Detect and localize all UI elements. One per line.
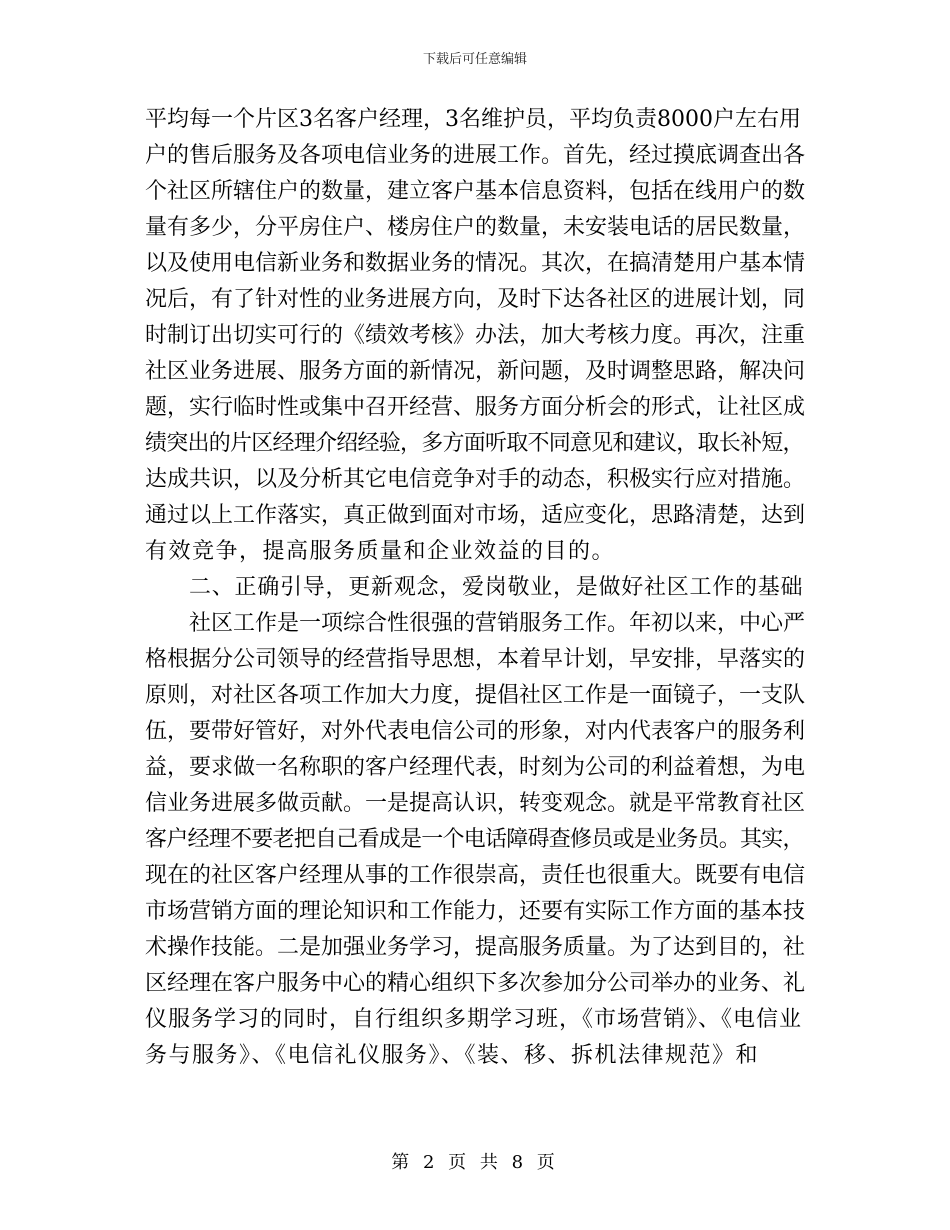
text-line-26: 仪服务学习的同时，自行组织多期学习班，《市场营销》、《电信业 <box>145 1007 803 1032</box>
text-line-18: 伍，要带好管好，对外代表电信公司的形象，对内代表客户的服务利 <box>145 719 806 744</box>
page-footer: 第 2 页 共 8 页 <box>391 1152 559 1173</box>
text-line-21: 客户经理不要老把自己看成是一个电话障碍查修员或是业务员。其实， <box>145 827 804 852</box>
text-line-13: 有效竞争，提高服务质量和企业效益的目的。 <box>145 539 616 564</box>
text-line-4: 量有多少，分平房住户、楼房住户的数量，未安装电话的居民数量， <box>145 215 806 240</box>
page-header: 下载后可任意编辑 <box>422 52 527 67</box>
text-line-22: 现在的社区客户经理从事的工作很崇高，责任也很重大。既要有电信 <box>145 863 806 888</box>
text-line-23: 市场营销方面的理论知识和工作能力，还要有实际工作方面的基本技 <box>145 899 806 924</box>
section-heading: 二、正确引导，更新观念，爱岗敬业，是做好社区工作的基础 <box>189 575 804 600</box>
text-line-25: 区经理在客户服务中心的精心组织下多次参加分公司举办的业务、礼 <box>145 971 806 996</box>
text-line-9: 题，实行临时性或集中召开经营、服务方面分析会的形式，让社区成 <box>145 395 806 420</box>
text-line-27: 务与服务》、《电信礼仪服务》、《装、移、拆机法律规范》和 <box>145 1043 760 1068</box>
text-line-2: 户的售后服务及各项电信业务的进展工作。首先，经过摸底调查出各 <box>145 143 806 168</box>
text-line-24: 术操作技能。二是加强业务学习，提高服务质量。为了达到目的，社 <box>145 935 806 960</box>
text-line-12: 通过以上工作落实，真正做到面对市场，适应变化，思路清楚，达到 <box>145 503 806 528</box>
text-line-6: 况后，有了针对性的业务进展方向，及时下达各社区的进展计划，同 <box>145 287 806 312</box>
text-line-1: 平均每一个片区3名客户经理，3名维护员，平均负责8000户左右用 <box>145 107 801 132</box>
text-line-16: 格根据分公司领导的经营指导思想，本着早计划，早安排，早落实的 <box>145 647 806 672</box>
text-line-15: 社区工作是一项综合性很强的营销服务工作。年初以来，中心严 <box>189 611 806 636</box>
text-line-20: 信业务进展多做贡献。一是提高认识，转变观念。就是平常教育社区 <box>145 791 806 816</box>
text-line-5: 以及使用电信新业务和数据业务的情况。其次，在搞清楚用户基本情 <box>145 251 806 276</box>
text-line-11: 达成共识，以及分析其它电信竞争对手的动态，积极实行应对措施。 <box>145 467 806 492</box>
document-body <box>145 102 805 1074</box>
text-line-8: 社区业务进展、服务方面的新情况，新问题，及时调整思路，解决问 <box>145 359 806 384</box>
text-line-17: 原则，对社区各项工作加大力度，提倡社区工作是一面镜子，一支队 <box>145 683 806 708</box>
text-line-10: 绩突出的片区经理介绍经验，多方面听取不同意见和建议，取长补短， <box>145 431 804 456</box>
text-line-7: 时制订出切实可行的《绩效考核》办法，加大考核力度。再次，注重 <box>145 323 806 348</box>
text-line-3: 个社区所辖住户的数量，建立客户基本信息资料，包括在线用户的数 <box>145 179 806 204</box>
text-line-19: 益，要求做一名称职的客户经理代表，时刻为公司的利益着想，为电 <box>145 755 806 780</box>
